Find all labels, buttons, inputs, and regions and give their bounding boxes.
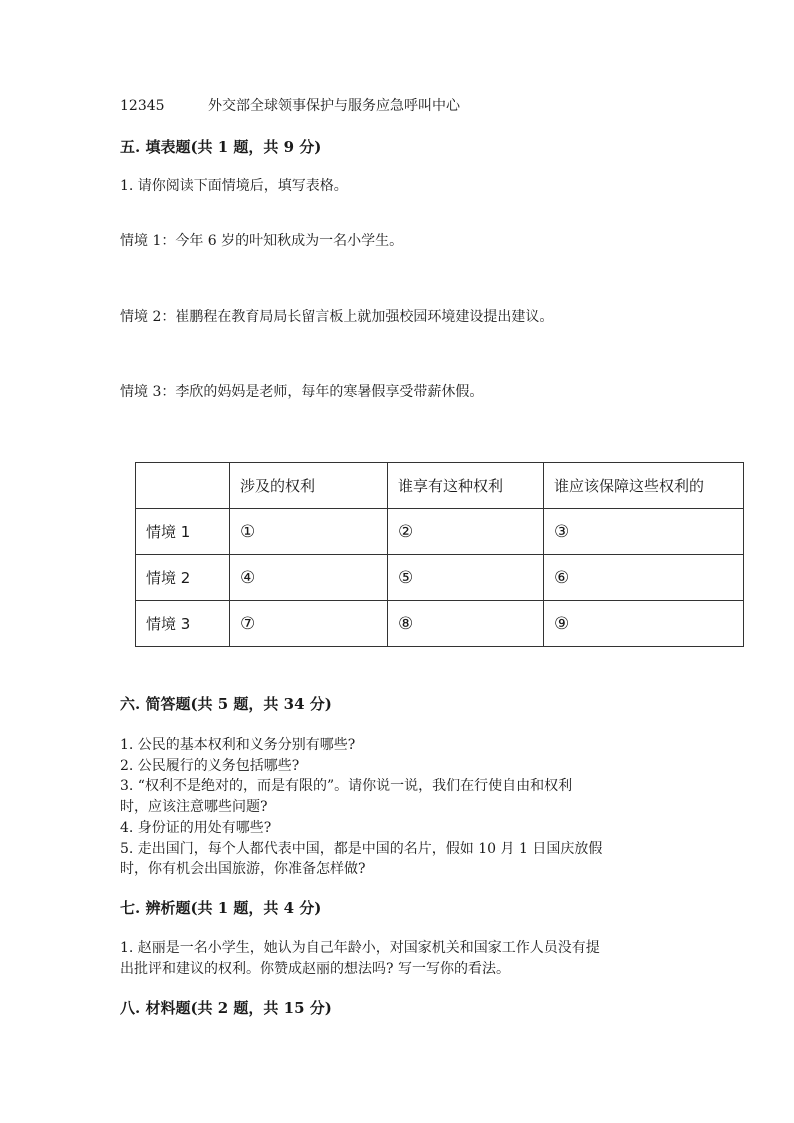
table-header-cell: 谁享有这种权利 bbox=[388, 463, 544, 509]
table-cell: 情境 1 bbox=[136, 509, 230, 555]
section-6-line: 时，应该注意哪些问题? bbox=[120, 799, 268, 815]
table-header-cell: 谁应该保障这些权利的 bbox=[544, 463, 744, 509]
section-6-line: 2. 公民履行的义务包括哪些? bbox=[120, 758, 300, 774]
scenario-1: 情境 1：今年 6 岁的叶知秋成为一名小学生。 bbox=[120, 233, 404, 249]
section-7-title: 七. 辨析题(共 1 题，共 4 分) bbox=[120, 899, 322, 917]
section-6-line: 时，你有机会出国旅游，你准备怎样做? bbox=[120, 861, 366, 877]
section-6-line: 4. 身份证的用处有哪些? bbox=[120, 820, 272, 836]
rights-table bbox=[135, 462, 744, 647]
table-cell: ⑤ bbox=[388, 555, 544, 601]
table-cell: ⑨ bbox=[544, 601, 744, 647]
table-cell: 情境 3 bbox=[136, 601, 230, 647]
section-6-line: 3. “权利不是绝对的，而是有限的”。请你说一说，我们在行使自由和权利 bbox=[120, 778, 573, 794]
table-row bbox=[136, 509, 744, 555]
table-cell: ⑧ bbox=[388, 601, 544, 647]
scenario-2: 情境 2：崔鹏程在教育局局长留言板上就加强校园环境建设提出建议。 bbox=[120, 309, 554, 325]
table-header-cell: 涉及的权利 bbox=[230, 463, 388, 509]
section-7-line: 出批评和建议的权利。你赞成赵丽的想法吗? 写一写你的看法。 bbox=[120, 961, 510, 977]
section-5-question: 1. 请你阅读下面情境后，填写表格。 bbox=[120, 178, 348, 194]
section-6-title: 六. 简答题(共 5 题，共 34 分) bbox=[120, 695, 332, 713]
table-cell: ② bbox=[388, 509, 544, 555]
table-cell: ⑦ bbox=[230, 601, 388, 647]
section-7-line: 1. 赵丽是一名小学生，她认为自己年龄小，对国家机关和国家工作人员没有提 bbox=[120, 940, 600, 956]
section-6-line: 1. 公民的基本权利和义务分别有哪些? bbox=[120, 737, 356, 753]
section-6-line: 5. 走出国门，每个人都代表中国，都是中国的名片，假如 10 月 1 日国庆放假 bbox=[120, 841, 603, 857]
section-5-title: 五. 填表题(共 1 题，共 9 分) bbox=[120, 138, 322, 156]
table-row bbox=[136, 601, 744, 647]
table-cell: ⑥ bbox=[544, 555, 744, 601]
table-cell: ④ bbox=[230, 555, 388, 601]
hotline-description: 外交部全球领事保护与服务应急呼叫中心 bbox=[208, 98, 460, 114]
table-cell: 情境 2 bbox=[136, 555, 230, 601]
hotline-number: 12345 bbox=[120, 98, 165, 114]
table-header-cell bbox=[136, 463, 230, 509]
section-8-title: 八. 材料题(共 2 题，共 15 分) bbox=[120, 999, 332, 1017]
table-cell: ③ bbox=[544, 509, 744, 555]
table-header-row bbox=[136, 463, 744, 509]
table-cell: ① bbox=[230, 509, 388, 555]
scenario-3: 情境 3：李欣的妈妈是老师，每年的寒暑假享受带薪休假。 bbox=[120, 384, 484, 400]
table-row bbox=[136, 555, 744, 601]
